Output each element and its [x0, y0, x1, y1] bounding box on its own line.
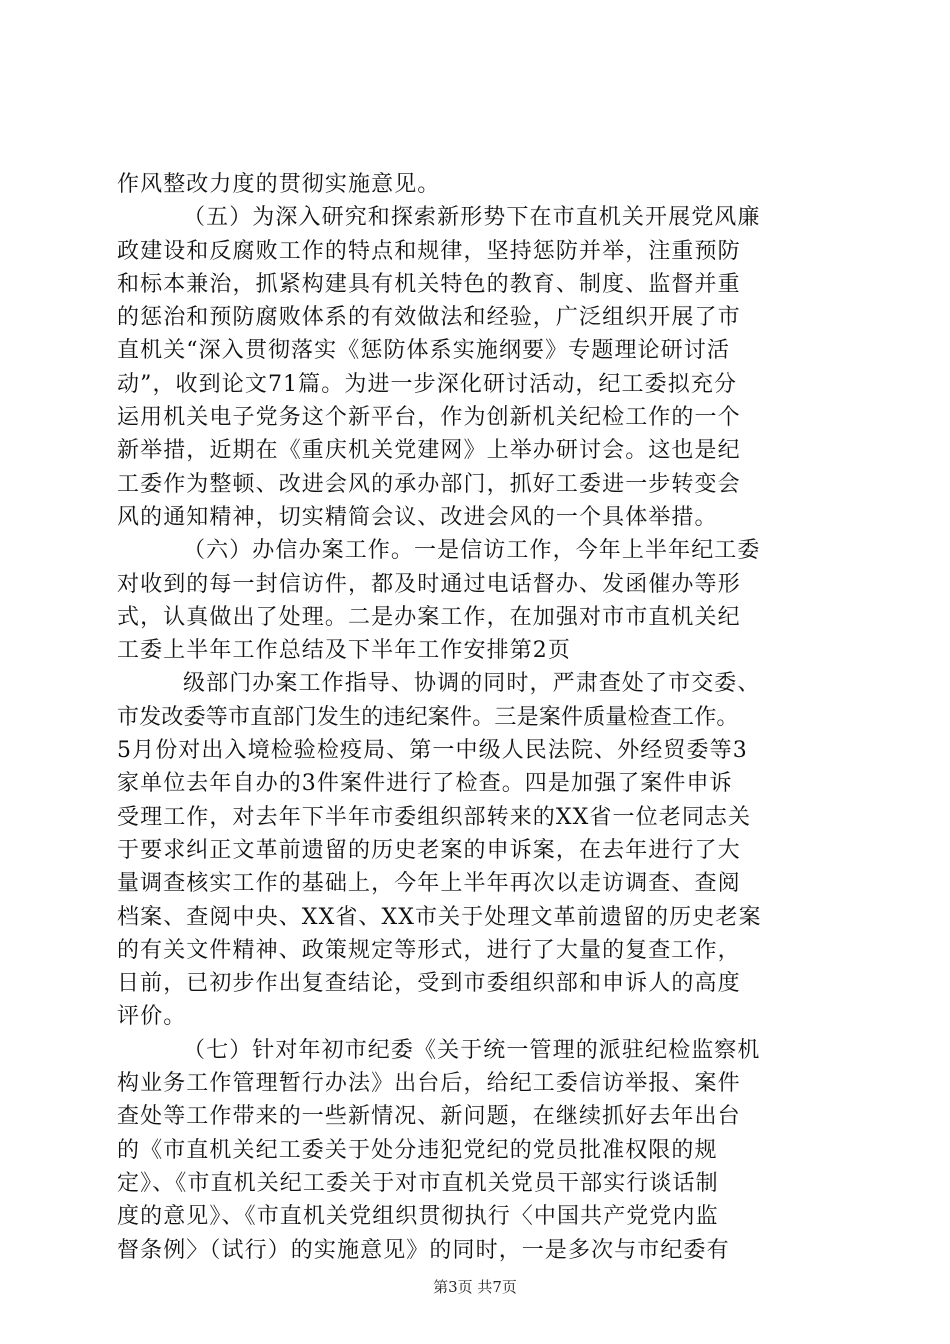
text-line: 查处等工作带来的一些新情况、新问题，在继续抓好去年出台 [117, 1104, 741, 1130]
text-line: 式，认真做出了处理。二是办案工作，在加强对市市直机关纪 [117, 604, 741, 630]
text-line: 的惩治和预防腐败体系的有效做法和经验，广泛组织开展了市 [117, 305, 741, 331]
text-line: 受理工作，对去年下半年市委组织部转来的XX省一位老同志关 [117, 804, 752, 830]
text-line: 家单位去年自办的3件案件进行了检查。四是加强了案件申诉 [117, 771, 733, 797]
text-line: 的《市直机关纪工委关于处分违犯党纪的党员批准权限的规 [117, 1137, 718, 1163]
text-line: 政建设和反腐败工作的特点和规律，坚持惩防并举，注重预防 [117, 238, 741, 264]
text-line: 档案、查阅中央、XX省、XX市关于处理文革前遗留的历史老案 [117, 904, 762, 930]
text-line: 作风整改力度的贯彻实施意见。 [117, 172, 441, 197]
text-line: 和标本兼治，抓紧构建具有机关特色的教育、制度、监督并重 [117, 271, 741, 297]
text-line: 级部门办案工作指导、协调的同时，严肃查处了市交委、 [183, 671, 761, 697]
text-line: 新举措，近期在《重庆机关党建网》上举办研讨会。这也是纪 [117, 438, 741, 464]
text-line: 日前，已初步作出复查结论，受到市委组织部和申诉人的高度 [117, 971, 741, 997]
text-line: （五）为深入研究和探索新形势下在市直机关开展党风廉 [183, 205, 761, 231]
text-line: 运用机关电子党务这个新平台，作为创新机关纪检工作的一个 [117, 405, 741, 431]
text-line: 度的意见》、《市直机关党组织贯彻执行〈中国共产党党内监 [117, 1204, 719, 1230]
document-body [117, 168, 847, 1267]
text-line: 督条例〉（试行）的实施意见》的同时，一是多次与市纪委有 [117, 1237, 730, 1263]
text-line: （七）针对年初市纪委《关于统一管理的派驻纪检监察机 [183, 1037, 761, 1063]
text-line: 工委上半年工作总结及下半年工作安排第2页 [117, 638, 571, 664]
text-line: 的有关文件精神、政策规定等形式，进行了大量的复查工作， [117, 937, 741, 963]
text-line: 工委作为整顿、改进会风的承办部门，抓好工委进一步转变会 [117, 471, 741, 497]
text-line: 评价。 [117, 1004, 187, 1030]
text-line: 定》、《市直机关纪工委关于对市直机关党员干部实行谈话制 [117, 1170, 719, 1196]
page-number-footer: 第3页 共7页 [433, 1278, 517, 1296]
text-line: 构业务工作管理暂行办法》出台后，给纪工委信访举报、案件 [117, 1071, 741, 1097]
text-line: 直机关“深入贯彻落实《惩防体系实施纲要》专题理论研讨活 [117, 338, 730, 364]
text-line: 5月份对出入境检验检疫局、第一中级人民法院、外经贸委等3 [117, 738, 748, 764]
text-line: 量调查核实工作的基础上，今年上半年再次以走访调查、查阅 [117, 871, 741, 897]
text-line: 风的通知精神，切实精简会议、改进会风的一个具体举措。 [117, 504, 718, 530]
text-line: 于要求纠正文革前遗留的历史老案的申诉案，在去年进行了大 [117, 837, 741, 863]
text-line: 动”，收到论文71篇。为进一步深化研讨活动，纪工委拟充分 [117, 371, 738, 397]
text-line: 市发改委等市直部门发生的违纪案件。三是案件质量检查工作。 [117, 704, 739, 730]
text-line: 对收到的每一封信访件，都及时通过电话督办、发函催办等形 [117, 571, 741, 597]
text-line: （六）办信办案工作。一是信访工作，今年上半年纪工委 [183, 538, 761, 564]
